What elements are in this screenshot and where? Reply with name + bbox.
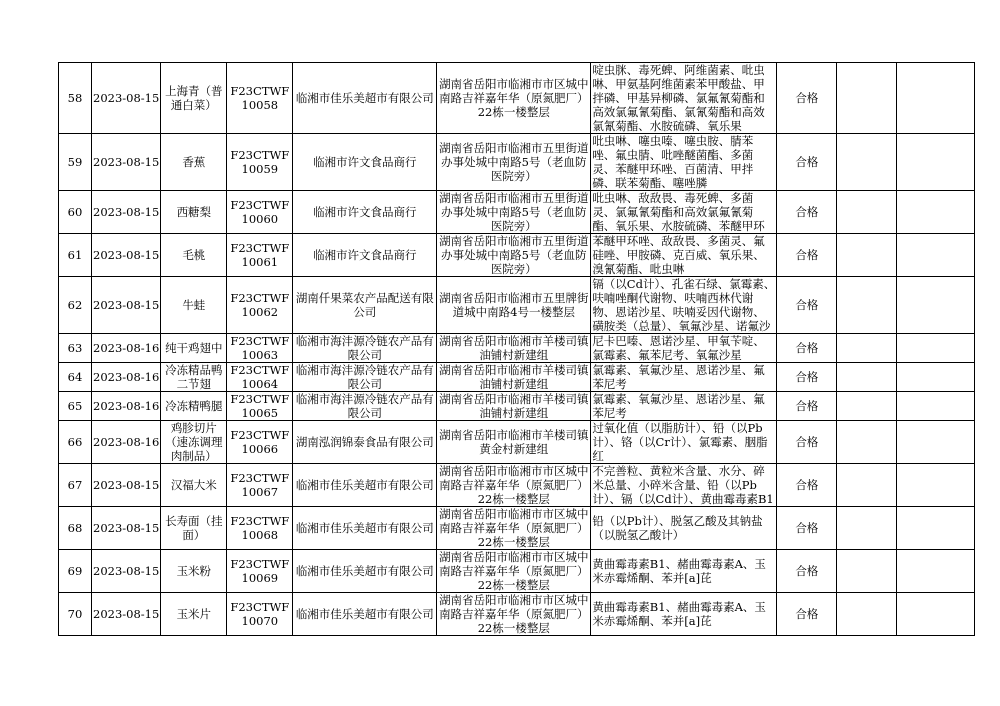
row-number: 61 [59, 234, 92, 277]
sampled-unit: 临湘市海沣源冷链农产品有限公司 [293, 363, 437, 392]
result: 合格 [777, 464, 837, 507]
unit-address: 湖南省岳阳市临湘市市区城中南路吉祥嘉年华（原氮肥厂）22栋一楼整层 [437, 63, 591, 134]
table-row [59, 507, 975, 550]
empty-cell [837, 63, 897, 134]
empty-cell [897, 392, 975, 421]
empty-cell [897, 464, 975, 507]
unit-address: 湖南省岳阳市临湘市羊楼司镇油铺村新建组 [437, 392, 591, 421]
table-row [59, 363, 975, 392]
sample-code: F23CTWF10058 [227, 63, 293, 134]
empty-cell [837, 593, 897, 636]
sampling-date: 2023-08-15 [92, 593, 161, 636]
sample-name: 玉米片 [161, 593, 227, 636]
sampled-unit: 临湘市许文食品商行 [293, 234, 437, 277]
inspection-results-table [58, 62, 975, 636]
test-items-text: 不完善粒、黄粒米含量、水分、碎米总量、小碎米含量、铅（以Pb计）、镉（以Cd计）、黄曲霉毒素B1 [592, 464, 774, 506]
result: 合格 [777, 593, 837, 636]
sampling-date: 2023-08-16 [92, 334, 161, 363]
sampled-unit: 临湘市佳乐美超市有限公司 [293, 464, 437, 507]
sample-code: F23CTWF10059 [227, 134, 293, 191]
sample-code: F23CTWF10070 [227, 593, 293, 636]
table-row [59, 392, 975, 421]
unit-address: 湖南省岳阳市临湘市羊楼司镇油铺村新建组 [437, 334, 591, 363]
test-items [591, 392, 777, 421]
sampled-unit: 湖南泓润锦泰食品有限公司 [293, 421, 437, 464]
sample-name: 纯干鸡翅中 [161, 334, 227, 363]
sampled-unit: 湖南仟果菜农产品配送有限公司 [293, 277, 437, 334]
result: 合格 [777, 234, 837, 277]
empty-cell [837, 464, 897, 507]
test-items-text: 啶虫脒、毒死蜱、阿维菌素、吡虫啉、甲氨基阿维菌素苯甲酸盐、甲拌磷、甲基异柳磷、氯氟氰菊酯和高效氯氟氰菊酯、氯氰菊酯和高效氯氰菊酯、水胺硫磷、氧乐果 [592, 63, 765, 133]
unit-address: 湖南省岳阳市临湘市五里街道办事处城中南路5号（老血防医院旁） [437, 191, 591, 234]
sample-code: F23CTWF10068 [227, 507, 293, 550]
empty-cell [837, 277, 897, 334]
sample-name: 牛蛙 [161, 277, 227, 334]
sampling-date: 2023-08-15 [92, 63, 161, 134]
test-items [591, 593, 777, 636]
empty-cell [897, 134, 975, 191]
test-items-text: 吡虫啉、噻虫嗪、噻虫胺、腈苯唑、氟虫腈、吡唑醚菌酯、多菌灵、苯醚甲环唑、百菌清、甲拌磷、联苯菊酯、噻唑膦 [592, 134, 754, 190]
row-number: 62 [59, 277, 92, 334]
test-items-text: 氯霉素、氧氟沙星、恩诺沙星、氟苯尼考 [592, 363, 765, 391]
row-number: 69 [59, 550, 92, 593]
sampled-unit: 临湘市佳乐美超市有限公司 [293, 507, 437, 550]
empty-cell [897, 593, 975, 636]
sample-code: F23CTWF10065 [227, 392, 293, 421]
result: 合格 [777, 550, 837, 593]
sampled-unit: 临湘市许文食品商行 [293, 191, 437, 234]
sample-name: 长寿面（挂面） [161, 507, 227, 550]
unit-address: 湖南省岳阳市临湘市羊楼司镇油铺村新建组 [437, 363, 591, 392]
sampled-unit: 临湘市许文食品商行 [293, 134, 437, 191]
result: 合格 [777, 134, 837, 191]
empty-cell [897, 550, 975, 593]
empty-cell [837, 191, 897, 234]
empty-cell [897, 334, 975, 363]
sample-name: 冷冻精品鸭二节翅 [161, 363, 227, 392]
empty-cell [837, 392, 897, 421]
table-row [59, 134, 975, 191]
result: 合格 [777, 191, 837, 234]
result: 合格 [777, 63, 837, 134]
sampling-date: 2023-08-16 [92, 392, 161, 421]
sampling-date: 2023-08-15 [92, 191, 161, 234]
sampled-unit: 临湘市佳乐美超市有限公司 [293, 550, 437, 593]
empty-cell [897, 363, 975, 392]
result: 合格 [777, 392, 837, 421]
test-items [591, 277, 777, 334]
sampling-date: 2023-08-16 [92, 421, 161, 464]
empty-cell [897, 234, 975, 277]
test-items [591, 134, 777, 191]
empty-cell [837, 421, 897, 464]
empty-cell [897, 421, 975, 464]
sampling-date: 2023-08-15 [92, 464, 161, 507]
table-row [59, 63, 975, 134]
unit-address: 湖南省岳阳市临湘市市区城中南路吉祥嘉年华（原氮肥厂）22栋一楼整层 [437, 550, 591, 593]
row-number: 63 [59, 334, 92, 363]
sample-code: F23CTWF10069 [227, 550, 293, 593]
row-number: 59 [59, 134, 92, 191]
test-items-text: 黄曲霉毒素B1、赭曲霉毒素A、玉米赤霉烯酮、苯并[a]芘 [592, 557, 766, 585]
test-items [591, 234, 777, 277]
test-items [591, 507, 777, 550]
row-number: 66 [59, 421, 92, 464]
test-items [591, 334, 777, 363]
row-number: 67 [59, 464, 92, 507]
unit-address: 湖南省岳阳市临湘市市区城中南路吉祥嘉年华（原氮肥厂）22栋一楼整层 [437, 464, 591, 507]
unit-address: 湖南省岳阳市临湘市五里街道办事处城中南路5号（老血防医院旁） [437, 234, 591, 277]
test-items-text: 尼卡巴嗪、恩诺沙星、甲氧苄啶、氯霉素、氟苯尼考、氧氟沙星 [592, 334, 765, 362]
sampling-date: 2023-08-15 [92, 507, 161, 550]
sample-name: 鸡胗切片（速冻调理肉制品） [161, 421, 227, 464]
sampled-unit: 临湘市海沣源冷链农产品有限公司 [293, 392, 437, 421]
table-row [59, 550, 975, 593]
result: 合格 [777, 421, 837, 464]
test-items [591, 363, 777, 392]
sample-code: F23CTWF10066 [227, 421, 293, 464]
table-row [59, 593, 975, 636]
empty-cell [897, 191, 975, 234]
test-items-text: 苯醚甲环唑、敌敌畏、多菌灵、氟硅唑、甲胺磷、克百威、氧乐果、溴氰菊酯、吡虫啉 [592, 234, 765, 276]
unit-address: 湖南省岳阳市临湘市市区城中南路吉祥嘉年华（原氮肥厂）22栋一楼整层 [437, 593, 591, 636]
empty-cell [837, 550, 897, 593]
table-row [59, 421, 975, 464]
sample-name: 玉米粉 [161, 550, 227, 593]
sampled-unit: 临湘市佳乐美超市有限公司 [293, 63, 437, 134]
sampling-date: 2023-08-15 [92, 277, 161, 334]
unit-address: 湖南省岳阳市临湘市五里街道办事处城中南路5号（老血防医院旁） [437, 134, 591, 191]
sample-code: F23CTWF10063 [227, 334, 293, 363]
row-number: 60 [59, 191, 92, 234]
row-number: 68 [59, 507, 92, 550]
test-items [591, 63, 777, 134]
sampling-date: 2023-08-15 [92, 134, 161, 191]
unit-address: 湖南省岳阳市临湘市市区城中南路吉祥嘉年华（原氮肥厂）22栋一楼整层 [437, 507, 591, 550]
empty-cell [897, 277, 975, 334]
result: 合格 [777, 334, 837, 363]
empty-cell [897, 63, 975, 134]
sample-code: F23CTWF10060 [227, 191, 293, 234]
sample-name: 毛桃 [161, 234, 227, 277]
test-items-text: 黄曲霉毒素B1、赭曲霉毒素A、玉米赤霉烯酮、苯并[a]芘 [592, 600, 766, 628]
table-row [59, 277, 975, 334]
sampled-unit: 临湘市海沣源冷链农产品有限公司 [293, 334, 437, 363]
row-number: 70 [59, 593, 92, 636]
sample-name: 上海青（普通白菜） [161, 63, 227, 134]
test-items-text: 氯霉素、氧氟沙星、恩诺沙星、氟苯尼考 [592, 392, 765, 420]
row-number: 58 [59, 63, 92, 134]
sample-name: 汉福大米 [161, 464, 227, 507]
empty-cell [837, 234, 897, 277]
unit-address: 湖南省岳阳市临湘市五里牌街道城中南路4号一楼整层 [437, 277, 591, 334]
empty-cell [837, 507, 897, 550]
sample-code: F23CTWF10067 [227, 464, 293, 507]
row-number: 64 [59, 363, 92, 392]
test-items [591, 464, 777, 507]
sample-name: 香蕉 [161, 134, 227, 191]
sample-name: 西糖梨 [161, 191, 227, 234]
row-number: 65 [59, 392, 92, 421]
test-items [591, 421, 777, 464]
empty-cell [897, 507, 975, 550]
empty-cell [837, 334, 897, 363]
sample-name: 冷冻精鸭腿 [161, 392, 227, 421]
test-items-text: 过氧化值（以脂肪计）、铅（以Pb计）、铬（以Cr计）、氯霉素、胭脂红 [592, 421, 768, 463]
table-row [59, 234, 975, 277]
test-items-text: 吡虫啉、敌敌畏、毒死蜱、多菌灵、氯氟氰菊酯和高效氯氟氰菊酯、氧乐果、水胺硫磷、苯醚甲环 [592, 191, 765, 233]
empty-cell [837, 134, 897, 191]
test-items [591, 191, 777, 234]
unit-address: 湖南省岳阳市临湘市羊楼司镇黄金村新建组 [437, 421, 591, 464]
table-row [59, 334, 975, 363]
result: 合格 [777, 277, 837, 334]
table-row [59, 191, 975, 234]
sampling-date: 2023-08-15 [92, 234, 161, 277]
empty-cell [837, 363, 897, 392]
sampled-unit: 临湘市佳乐美超市有限公司 [293, 593, 437, 636]
sample-code: F23CTWF10064 [227, 363, 293, 392]
table-body [59, 63, 975, 636]
test-items-text: 铅（以Pb计）、脱氢乙酸及其钠盐（以脱氢乙酸计） [592, 514, 763, 542]
test-items-text: 镉（以Cd计）、孔雀石绿、氯霉素、呋喃唑酮代谢物、呋喃西林代谢物、恩诺沙星、呋喃妥因代谢物、磺胺类（总量）、氧氟沙星、诺氟沙 [592, 277, 776, 333]
sampling-date: 2023-08-15 [92, 550, 161, 593]
result: 合格 [777, 507, 837, 550]
sample-code: F23CTWF10061 [227, 234, 293, 277]
sampling-date: 2023-08-16 [92, 363, 161, 392]
sample-code: F23CTWF10062 [227, 277, 293, 334]
test-items [591, 550, 777, 593]
result: 合格 [777, 363, 837, 392]
table-row [59, 464, 975, 507]
